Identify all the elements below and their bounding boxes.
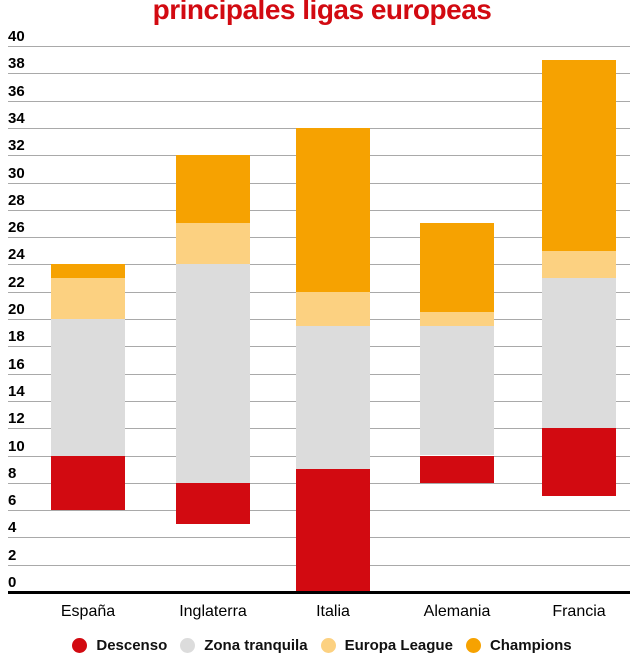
x-axis-label-Italia: Italia (316, 603, 350, 620)
bar-Alemania-Champions (420, 223, 494, 312)
y-axis-tick-label: 30 (8, 164, 25, 182)
y-axis-tick-label: 26 (8, 219, 25, 237)
bar-España-Descenso (51, 456, 125, 511)
bar-Francia-Champions (542, 60, 616, 251)
y-axis-tick-label: 20 (8, 301, 25, 318)
legend-label: Champions (489, 637, 572, 654)
y-axis-tick-label: 40 (8, 28, 25, 45)
x-axis-line (8, 591, 630, 594)
y-axis-tick-label: 14 (8, 382, 25, 400)
bar-Alemania-Zona tranquila (420, 326, 494, 456)
y-axis-tick-label: 4 (8, 519, 17, 537)
bar-Italia-Europa League (296, 292, 370, 326)
y-axis-tick-label: 24 (8, 246, 25, 264)
legend-item-Zona tranquila (180, 637, 307, 654)
y-axis-tick-label: 2 (8, 546, 17, 564)
bar-Inglaterra-Descenso (176, 483, 250, 524)
legend-item-Champions (466, 637, 572, 654)
bar-Italia-Descenso (296, 469, 370, 592)
legend-swatch-icon (180, 638, 195, 653)
legend-swatch-icon (72, 638, 87, 653)
x-axis-label-Francia: Francia (552, 603, 606, 620)
gridline (8, 46, 630, 47)
x-axis-label-Alemania: Alemania (423, 603, 491, 620)
bar-Inglaterra-Europa League (176, 223, 250, 264)
y-axis-tick-label: 10 (8, 437, 25, 455)
bar-Inglaterra-Champions (176, 155, 250, 223)
chart-legend (0, 637, 644, 654)
legend-label: Europa League (344, 637, 453, 654)
legend-label: Zona tranquila (204, 637, 308, 654)
y-axis-tick-label: 36 (8, 82, 25, 100)
y-axis-tick-label: 8 (8, 464, 17, 482)
legend-item-Europa League (321, 637, 453, 654)
y-axis-tick-label: 32 (8, 137, 25, 155)
y-axis-tick-label: 22 (8, 273, 25, 291)
y-axis-tick-label: 28 (8, 191, 25, 209)
bar-Francia-Europa League (542, 251, 616, 278)
bar-Alemania-Europa League (420, 312, 494, 326)
y-axis-tick-label: 18 (8, 328, 25, 346)
y-axis-tick-label: 34 (8, 109, 25, 127)
legend-item-Descenso (72, 637, 167, 654)
y-axis-tick-label: 0 (8, 574, 17, 591)
bar-Alemania-Descenso (420, 456, 494, 483)
bar-España-Champions (51, 264, 125, 278)
bar-Inglaterra-Zona tranquila (176, 264, 250, 482)
gridline (8, 101, 630, 102)
legend-swatch-icon (466, 638, 481, 653)
y-axis-tick-label: 16 (8, 355, 25, 373)
bar-Italia-Zona tranquila (296, 326, 370, 469)
bar-Francia-Descenso (542, 428, 616, 496)
y-axis-tick-label: 38 (8, 55, 25, 73)
x-axis-label-España: España (60, 603, 116, 620)
bar-España-Zona tranquila (51, 319, 125, 456)
y-axis-tick-label: 12 (8, 410, 25, 428)
legend-swatch-icon (321, 638, 336, 653)
bar-España-Europa League (51, 278, 125, 319)
bar-Italia-Champions (296, 128, 370, 292)
bar-Francia-Zona tranquila (542, 278, 616, 428)
gridline (8, 73, 630, 74)
legend-label: Descenso (96, 637, 168, 654)
y-axis-tick-label: 6 (8, 492, 17, 510)
chart-title: principales ligas europeas (152, 0, 492, 25)
x-axis-label-Inglaterra: Inglaterra (179, 603, 247, 620)
